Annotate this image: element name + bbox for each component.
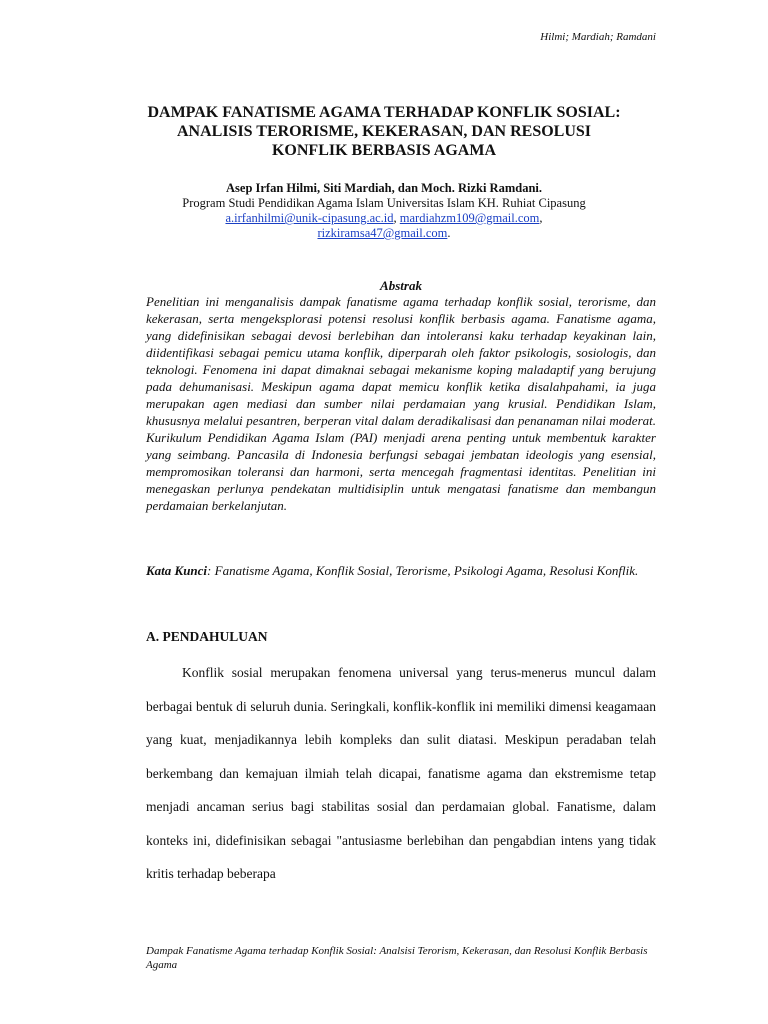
author-names: Asep Irfan Hilmi, Siti Mardiah, dan Moch. Rizki Ramdani. [226, 181, 542, 195]
running-footer-title: Dampak Fanatisme Agama terhadap Konflik Sosial: Analsisi Terorism, Kekerasan, dan Resolusi Konflik Berbasis Agama [146, 945, 648, 971]
keywords [146, 562, 656, 579]
body-paragraph: Konflik sosial merupakan fenomena universal yang terus-menerus muncul dalam berbagai bentuk di seluruh dunia. Seringkali, konflik-konflik ini memiliki dimensi keagamaan yang kuat, menjadikannya lebih kompleks dan sulit diatasi. Meskipun peradaban telah berkembang dan kemajuan ilmiah telah dicapai, fanatisme agama dan ekstremisme tetap menjadi ancaman serius bagi stabilitas sosial dan perdamaian global. Fanatisme, dalam konteks ini, didefinisikan sebagai "antusiasme berlebihan dan pengabdian intens yang tidak kritis terhadap beberapa [146, 665, 656, 881]
email-link-mardiah[interactable]: mardiahzm109@gmail.com [399, 211, 540, 225]
email-separator: , [539, 211, 543, 225]
author-emails [146, 211, 622, 226]
email-separator: , [393, 211, 400, 225]
email-link-hilmi[interactable]: a.irfanhilmi@unik-cipasung.ac.id [225, 211, 394, 225]
email-terminator: . [447, 226, 451, 240]
abstract-heading: Abstrak [380, 278, 422, 293]
email-link-ramdani[interactable]: rizkiramsa47@gmail.com [317, 226, 448, 240]
author-emails-line2 [146, 226, 622, 241]
section-heading-pendahuluan: A. PENDAHULUAN [146, 629, 268, 644]
author-affiliation: Program Studi Pendidikan Agama Islam Universitas Islam KH. Ruhiat Cipasung [182, 196, 586, 210]
running-header-authors: Hilmi; Mardiah; Ramdani [540, 31, 656, 43]
author-block [146, 181, 622, 241]
keywords-label: Kata Kunci [146, 563, 208, 578]
paper-title: DAMPAK FANATISME AGAMA TERHADAP KONFLIK SOSIAL: ANALISIS TERORISME, KEKERASAN, DAN RESOLUSI KONFLIK BERBASIS AGAMA [147, 104, 621, 159]
abstract-text: Penelitian ini menganalisis dampak fanatisme agama terhadap konflik sosial, terorisme, dan kekerasan, serta mengeksplorasi potensi resolusi konflik berbasis agama. Fanatisme agama, yang didefinisikan sebagai devosi berlebihan dan intoleransi kaku terhadap keyakinan lain, diidentifikasi sebagai pemicu utama konflik, diperparah oleh faktor psikologis, sosiologis, dan teknologi. Fenomena ini dapat dimaknai sebagai mekanisme koping maladaptif yang berujung pada dehumanisasi. Meskipun agama dapat memicu konflik ketika disalahpahami, ia juga merupakan agen mediasi dan sumber nilai perdamaian yang krusial. Pendidikan Islam, khususnya melalui pesantren, berperan vital dalam deradikalisasi dan penanaman nilai moderat. Kurikulum Pendidikan Agama Islam (PAI) menjadi arena penting untuk membentuk karakter yang seimbang. Pancasila di Indonesia berfungsi sebagai jembatan ideologis yang esensial, mempromosikan toleransi dan harmoni, serta mencegah fragmentasi identitas. Penelitian ini menegaskan perlunya pendekatan multidisiplin untuk mengatasi fanatisme dan membangun perdamaian berkelanjutan. [146, 294, 656, 513]
keywords-list: : Fanatisme Agama, Konflik Sosial, Terorisme, Psikologi Agama, Resolusi Konflik. [207, 563, 639, 578]
